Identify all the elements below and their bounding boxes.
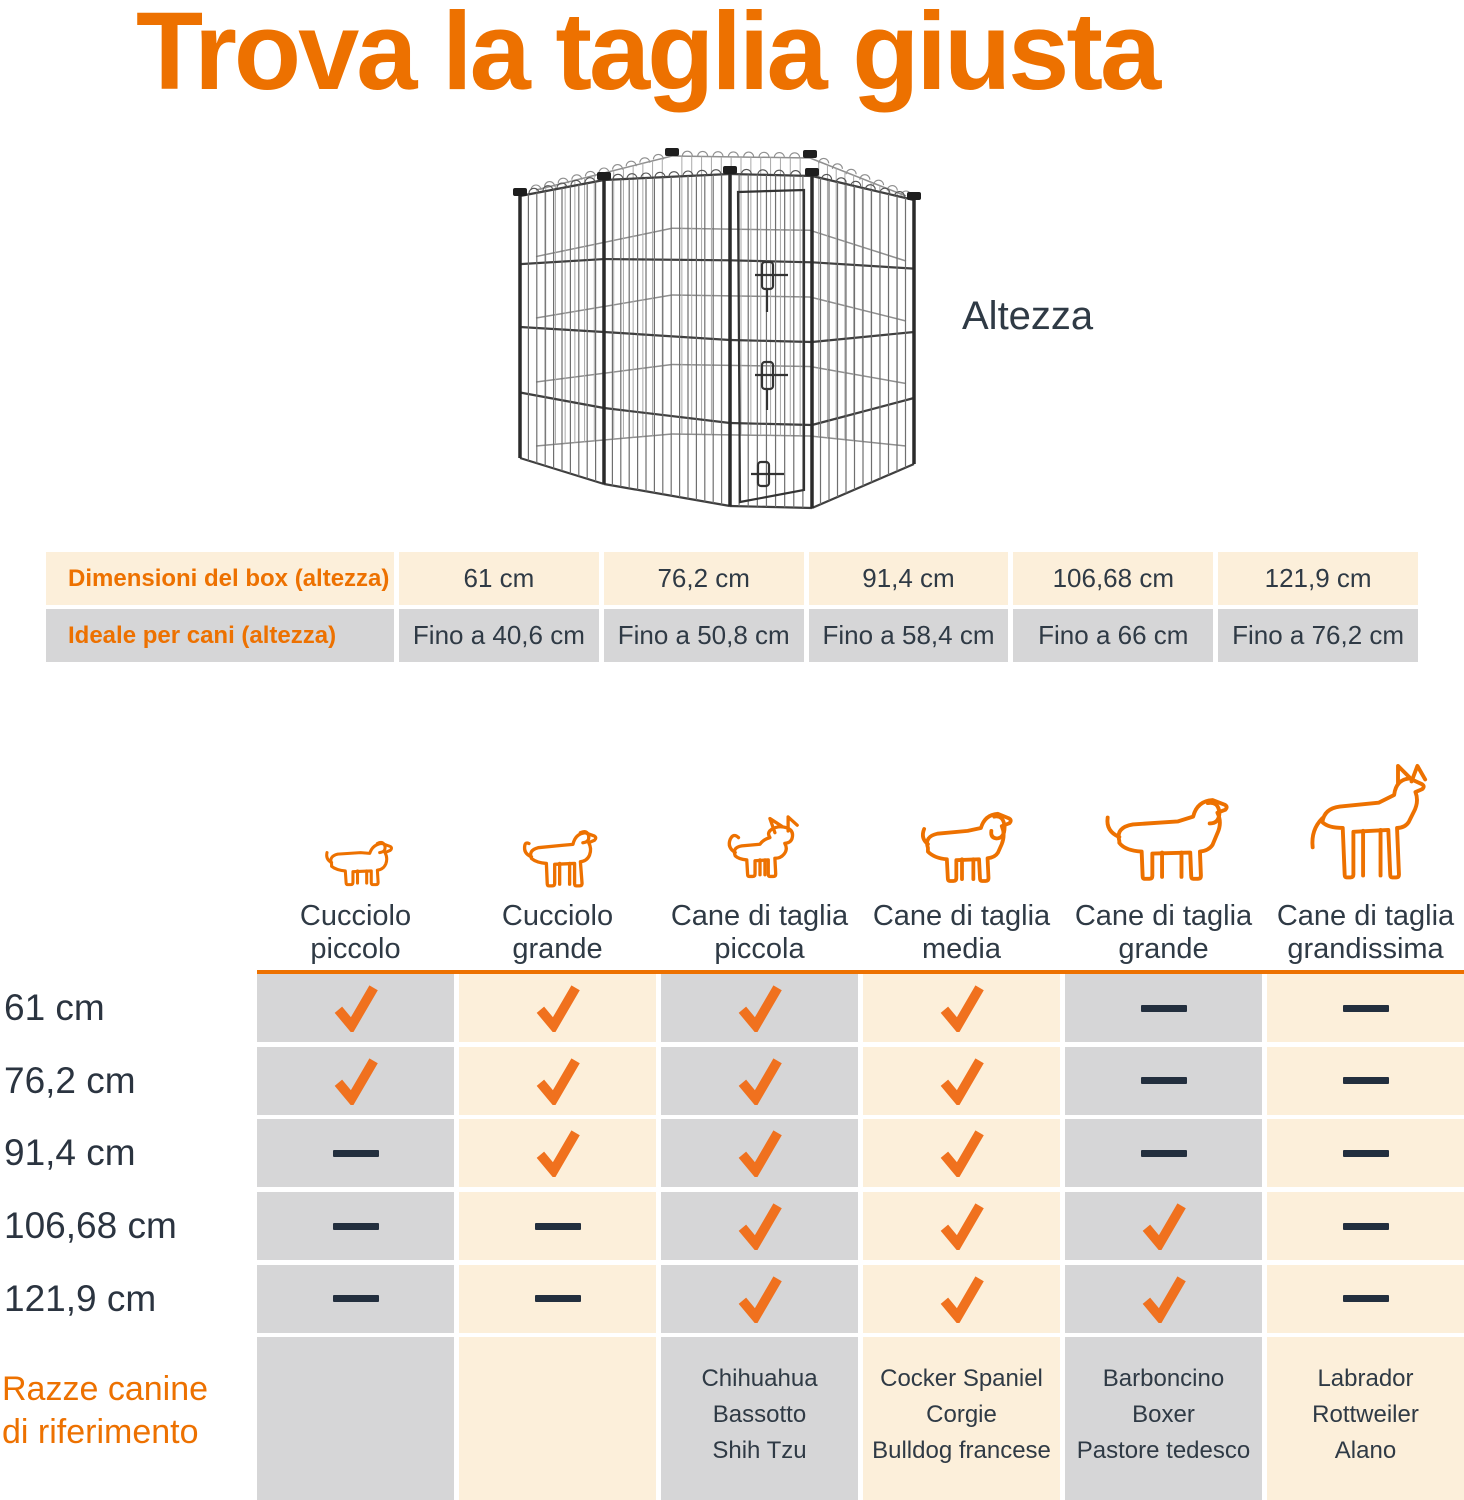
breed-name: Barboncino [1102,1365,1225,1393]
table-cell: Fino a 40,6 cm [399,609,599,662]
column-label: Cane di taglia [670,900,849,932]
matrix-row-76 [257,1047,1464,1115]
dash-icon [257,1265,454,1333]
check-icon [459,1047,656,1115]
dash-icon [1267,1047,1464,1115]
reference-breeds-row [257,1337,1464,1500]
breed-name: Pastore tedesco [1076,1437,1251,1465]
check-icon [459,1119,656,1187]
breed-name: Labrador [1317,1365,1414,1393]
table-row [46,552,1418,605]
dash-icon [459,1265,656,1333]
table-cell: 61 cm [399,552,599,605]
column-label: Cucciolo [299,900,412,932]
page-title: Trova la taglia giusta [136,0,1159,113]
row-label-91: 91,4 cm [4,1132,136,1173]
matrix-header [257,752,1464,966]
breeds-cell [1065,1337,1262,1500]
height-caption: Altezza [962,294,1094,338]
breeds-cell [863,1337,1060,1500]
playpen-illustration [510,146,922,548]
giant-dog-icon [1292,762,1440,890]
column-label: grande [512,933,603,965]
breed-name: Alano [1334,1437,1397,1465]
check-icon [661,1119,858,1187]
row-label-106: 106,68 cm [4,1205,177,1246]
large-dog-icon [1096,786,1232,890]
column-label: Cane di taglia [1074,900,1253,932]
table-cell: 91,4 cm [809,552,1009,605]
row-label-121: 121,9 cm [4,1278,157,1319]
check-icon [1065,1265,1262,1333]
breed-name: Cocker Spaniel [880,1365,1043,1393]
medium-dog-icon [909,802,1015,890]
check-icon [459,974,656,1042]
dash-icon [1065,974,1262,1042]
table-cell: 121,9 cm [1218,552,1418,605]
table-cell: Fino a 50,8 cm [604,609,804,662]
dash-icon [1267,1265,1464,1333]
check-icon [863,1192,1060,1260]
check-icon [661,974,858,1042]
column-header-medium-dog [863,752,1060,966]
breed-name: Bulldog francese [872,1437,1051,1465]
row-header-box-height: Dimensioni del box (altezza) [46,552,394,605]
table-row [46,609,1418,662]
column-label: Cane di taglia [1276,900,1455,932]
size-matrix [257,974,1464,1500]
breed-name: Rottweiler [1312,1401,1419,1429]
breed-name: Corgie [926,1401,997,1429]
breeds-cell [257,1337,454,1500]
breeds-cell [459,1337,656,1500]
column-label: Cucciolo [501,900,614,932]
breed-name: Chihuahua [701,1365,818,1393]
breeds-caption: Razze canine di riferimento [2,1370,209,1451]
column-label: media [922,933,1001,965]
check-icon [257,974,454,1042]
breed-name: Shih Tzu [712,1437,807,1465]
dash-icon [1065,1047,1262,1115]
row-label-76: 76,2 cm [4,1060,136,1101]
check-icon [863,1119,1060,1187]
column-header-giant-dog [1267,752,1464,966]
table-cell: Fino a 76,2 cm [1218,609,1418,662]
matrix-row-91 [257,1119,1464,1187]
column-header-puppy-small [257,752,454,966]
column-label: piccolo [310,933,401,965]
check-icon [661,1265,858,1333]
table-cell: Fino a 66 cm [1013,609,1213,662]
column-label: Cane di taglia [872,900,1051,932]
dash-icon [1065,1119,1262,1187]
breeds-cell [1267,1337,1464,1500]
dash-icon [459,1192,656,1260]
puppy-large-icon [513,822,603,890]
column-label: piccola [714,933,805,965]
table-cell: 106,68 cm [1013,552,1213,605]
table-cell: 76,2 cm [604,552,804,605]
dash-icon [1267,1192,1464,1260]
matrix-row-61 [257,974,1464,1042]
check-icon [257,1047,454,1115]
matrix-row-106 [257,1192,1464,1260]
breeds-cell [661,1337,858,1500]
matrix-row-121 [257,1265,1464,1333]
column-label: grandissima [1287,933,1444,965]
breed-name: Bassotto [712,1401,807,1429]
table-cell: Fino a 58,4 cm [809,609,1009,662]
dash-icon [257,1192,454,1260]
check-icon [863,974,1060,1042]
column-header-large-dog [1065,752,1262,966]
small-dog-icon [717,810,803,890]
dash-icon [257,1119,454,1187]
dimensions-table [46,552,1418,662]
breed-name: Boxer [1132,1401,1195,1429]
column-header-small-dog [661,752,858,966]
row-header-dog-height: Ideale per cani (altezza) [46,609,394,662]
check-icon [863,1047,1060,1115]
row-label-61: 61 cm [4,987,105,1028]
dash-icon [1267,1119,1464,1187]
column-label: grande [1118,933,1209,965]
check-icon [661,1047,858,1115]
check-icon [1065,1192,1262,1260]
puppy-small-icon [314,832,398,890]
dash-icon [1267,974,1464,1042]
check-icon [661,1192,858,1260]
column-header-puppy-large [459,752,656,966]
check-icon [863,1265,1060,1333]
